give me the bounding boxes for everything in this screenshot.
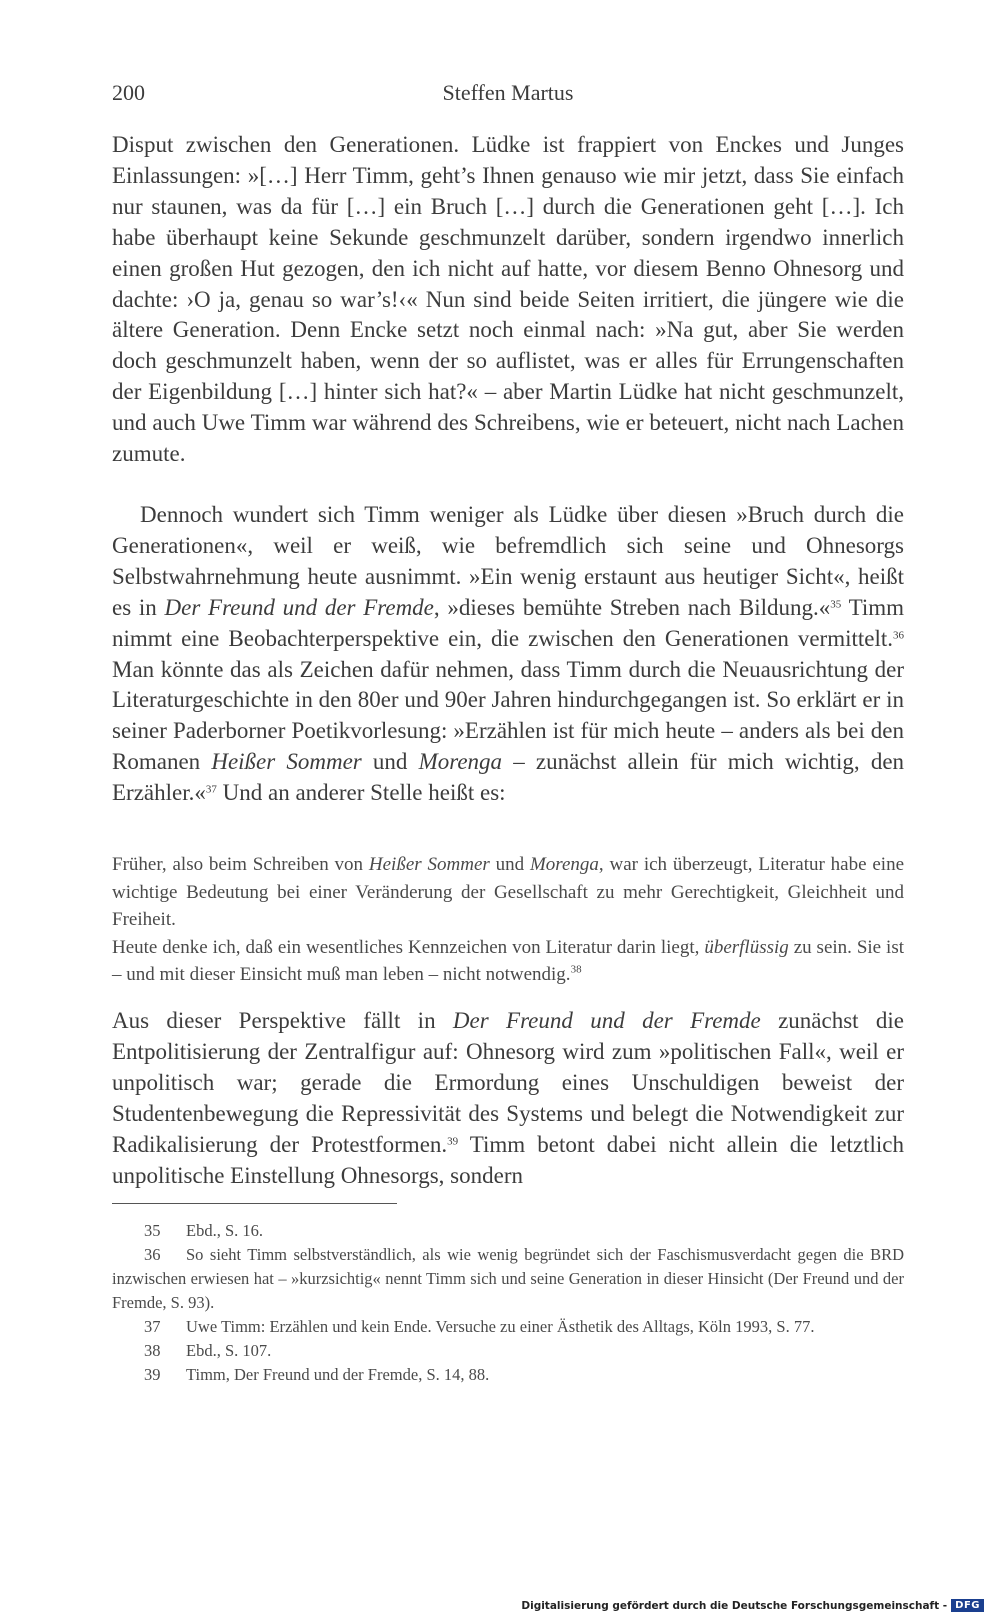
footnote-text: Ebd., S. 107. [186,1341,272,1360]
text-run: Und an anderer Stelle heißt es: [216,780,506,806]
text-run: zu sein. Sie ist – und mit dieser Einsicht muß man leben – nicht notwendig. [112,936,904,985]
text-run: und [361,749,419,775]
footnote-ref: 38 [570,963,582,976]
page-number: 200 [112,80,145,105]
text-run: und [489,854,530,875]
text-run: Heute denke ich, daß ein wesentliches Kennzeichen von Literatur darin liegt, [112,936,705,958]
text-run: Früher, also beim Schreiben von [112,854,369,875]
block-quote [112,851,904,989]
italic-title: Der Freund und der Fremde [452,1008,761,1033]
banner-text: Digitalisierung gefördert durch die Deutsche Forschungsgemeinschaft - [521,1599,948,1612]
footnote-text: Timm, Der Freund und der Fremde, S. 14, 88. [186,1365,490,1384]
footnote-number: 35 [144,1221,161,1240]
footnote-number: 36 [144,1245,161,1264]
text-run: Dennoch wundert sich Timm weniger als Lüdke über diesen »Bruch durch die Generationen«, weil er weiß, wie befremdlich sich seine und Ohnesorgs Selbstwahrnehmung heute ausnimmt. »Ein wenig erstaunt aus heutiger Sicht«, heißt es in [112,502,904,620]
footnote-ref: 35 [830,598,842,611]
footnote-ref: 39 [447,1134,459,1147]
footnote-ref: 36 [893,628,904,641]
quote-paragraph-1 [112,851,904,934]
italic-title: Morenga [529,854,599,875]
footnote-text: So sieht Timm selbstverständlich, als wie wenig begründet sich der Faschismusverdacht gegen die BRD inzwischen erwiesen hat – »kurzsichtig« nennt Timm sich und seine Generation in dieser Hinsicht (Der Freund und der Fremde, S. 93). [112,1245,904,1312]
dfg-logo: DFG [951,1599,984,1612]
footnote [112,1339,904,1363]
footnote-text: Uwe Timm: Erzählen und kein Ende. Versuche zu einer Ästhetik des Alltags, Köln 1993, S. 77. [186,1317,815,1336]
quote-paragraph-2 [112,934,904,989]
body-paragraph-3 [112,1006,904,1191]
paragraph [112,1006,904,1191]
text-run: Disput zwischen den Generationen. Lüdke ist frappiert von Enckes und Junges Einlassungen: »[…] Herr Timm, geht’s Ihnen genauso wie mir jetzt, dass Sie einfach nur staunen, was da für […] ein Bruch […] durch die Generationen geht […]. Ich habe überhaupt keine Sekunde geschmunzelt darüber, sondern irgendwo innerlich einen großen Hut gezogen, den ich nicht auf hatte, vor diesem Benno Ohnesorg und dachte: ›O ja, genau so war’s!‹« Nun sind beide Seiten irritiert, die jüngere wie die ältere Generation. Denn Encke setzt noch einmal nach: »Na gut, aber Sie werden doch geschmunzelt haben, wenn der so auflistet, was er alles für Errungenschaften der Eigenbildung […] hinter sich hat?« – aber Martin Lüdke hat nicht geschmunzelt, und auch Uwe Timm war während des Schreibens, wie er beteuert, nicht nach Lachen zumute. [112,132,904,467]
text-run: Man könnte das als Zeichen dafür nehmen, dass Timm durch die Neuausrichtung der Literaturgeschichte in den 80er und 90er Jahren hindurchgegangen ist. So erklärt er in seiner Paderborner Poetikvorlesung: »Erzählen ist für mich heute – anders als bei den Romanen [112,656,904,775]
footnote-ref: 37 [205,783,217,796]
text-run: Timm nimmt eine Beobachterperspektive ein, die zwischen den Generationen vermittelt. [112,594,904,651]
footnote-text: Ebd., S. 16. [186,1221,264,1240]
italic-title: Morenga [418,749,503,775]
text-run: – zunächst allein für mich wichtig, den Erzähler.« [112,749,905,806]
running-head: Steffen Martus [442,80,574,105]
digitization-banner [521,1599,984,1612]
footnote [112,1243,904,1315]
footnotes [112,1219,904,1387]
text-run: Timm betont dabei nicht allein die letztlich unpolitische Einstellung Ohnesorgs, sondern [112,1131,905,1188]
italic-title: überflüssig [704,936,789,958]
footnote-divider [112,1203,397,1204]
page-header [112,80,904,110]
italic-title: Der Freund und der Fremde [164,594,434,620]
footnote [112,1315,904,1339]
footnote-number: 37 [144,1317,161,1336]
text-run: , »dieses bemühte Streben nach Bildung.« [433,594,831,620]
italic-title: Heißer Sommer [211,749,362,775]
italic-title: Heißer Sommer [368,854,490,875]
footnote [112,1363,904,1387]
body-paragraph-1 [112,130,904,470]
footnote-number: 39 [144,1365,161,1384]
text-run: zunächst die Entpolitisierung der Zentralfigur auf: Ohnesorg wird zum »politischen Fall«, weil er unpolitisch war; gerade die Ermordung eines Unschuldigen beweist der Studentenbewegung die Repressivität des Systems und belegt die Notwendigkeit zur Radikalisierung der Protestformen. [112,1008,904,1157]
footnote-number: 38 [144,1341,161,1360]
paragraph [112,130,904,470]
text-run: , war ich überzeugt, Literatur habe eine wichtige Bedeutung bei einer Veränderung der Gesellschaft zu mehr Gerechtigkeit, Gleichheit und Freiheit. [112,854,905,930]
footnote [112,1219,904,1243]
text-run: Aus dieser Perspektive fällt in [112,1008,453,1033]
body-paragraph-2 [112,500,904,809]
paragraph [112,500,904,809]
